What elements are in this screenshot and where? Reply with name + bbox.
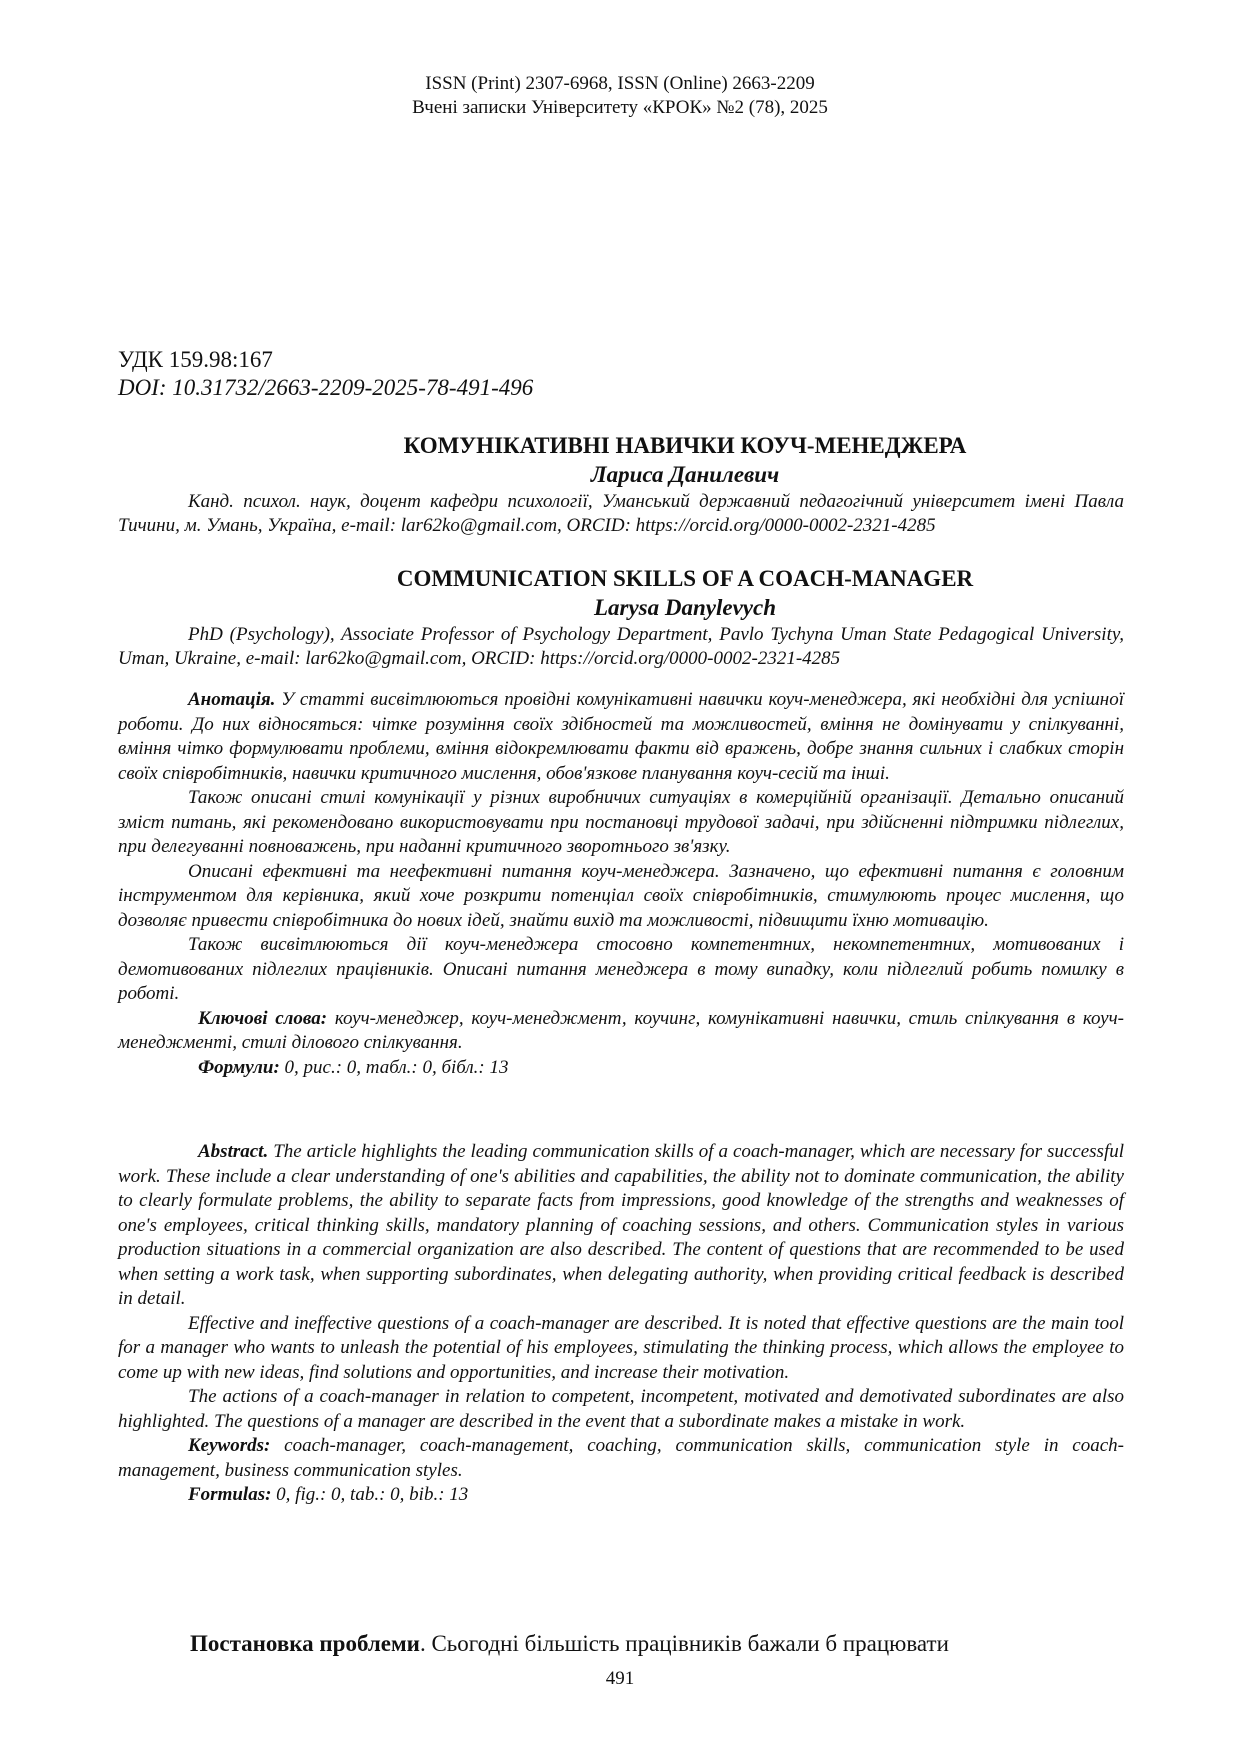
formulas-label-uk: Формули:: [198, 1056, 280, 1078]
abstract-p3: The actions of a coach-manager in relation to competent, incompetent, motivated and demotivated subordinates are also highlighted. The questions of a manager are described in the event that a subordinate makes a mistake in work.: [118, 1386, 1124, 1432]
anotation-p1: Анотація. У статті висвітлюються провідні комунікативні навички коуч-менеджера, які необхідні для успішної роботи. До них відносяться: чітке розуміння своїх здібностей та можливостей, вміння не домінувати у спілкуванні, вміння чітко формулювати проблеми, вміння відокремлювати факти від вражень, добре знання сильних і слабких сторін своїх співробітників, навички критичного мислення, обов'язкове планування коуч-сесій та інші.: [118, 689, 1124, 784]
title-ukrainian: КОМУНІКАТИВНІ НАВИЧКИ КОУЧ-МЕНЕДЖЕРА: [403, 433, 967, 458]
keywords-ukrainian: Ключові слова: коуч-менеджер, коуч-менеджмент, коучинг, комунікативні навички, стиль спілкування в коуч-менеджменті, стилі ділового спілкування.: [118, 1007, 1124, 1053]
problem-label: Постановка проблеми: [190, 1631, 420, 1656]
journal-issue-line: Вчені записки Університету «КРОК» №2 (78), 2025: [412, 97, 828, 118]
abstract-block: [118, 1140, 1124, 1508]
anotation-p2: Також описані стилі комунікації у різних виробничих ситуаціях в комерційній організації. Детально описаний зміст питань, які рекомендовано використовувати при постановці трудової задачі, при здійсненні підтримки підлеглих, при делегуванні повноважень, при наданні критичного зворотнього зв'язку.: [118, 787, 1124, 857]
anotation-block: [118, 688, 1124, 1080]
author-english: Larysa Danylevych: [593, 595, 777, 620]
formulas-label-en: Formulas:: [188, 1484, 272, 1505]
anotation-p3: Описані ефективні та неефективні питання коуч-менеджера. Зазначено, що ефективні питання є головним інструментом для керівника, який хоче розкрити потенціал своїх співробітників, стимулюють процес мислення, що дозволяє привести співробітника до нових ідей, знайти вихід та можливості, підвищити їхню мотивацію.: [118, 860, 1124, 931]
abstract-p2: Effective and ineffective questions of a coach-manager are described. It is noted that effective questions are the main tool for a manager who wants to unleash the potential of his employees, stimulating the thinking process, which allows the employee to come up with new ideas, find solutions and opportunities, and increase their motivation.: [118, 1312, 1124, 1383]
affiliation-english: PhD (Psychology), Associate Professor of Psychology Department, Pavlo Tychyna Uman State Pedagogical University, Uman, Ukraine, e-mail: lar62ko@gmail.com, ORCID: https://orcid.org/0000-0002-2321-4285: [118, 624, 1124, 669]
formulas-english: Formulas: 0, fig.: 0, tab.: 0, bib.: 13: [188, 1484, 469, 1505]
formulas-ukrainian: Формули: 0, рис.: 0, табл.: 0, бібл.: 13: [198, 1056, 509, 1078]
title-english: COMMUNICATION SKILLS OF A COACH-MANAGER: [396, 566, 974, 591]
abstract-p1: Abstract. The article highlights the leading communication skills of a coach-manager, which are necessary for successful work. These include a clear understanding of one's abilities and capabilities, the ability not to dominate communication, the ability to clearly formulate problems, the ability to separate facts from impressions, good knowledge of the strengths and weaknesses of one's employees, critical thinking skills, mandatory planning of coaching sessions, and others. Communication styles in various production situations in a commercial organization are also described. The content of questions that are recommended to be used when setting a work task, when supporting subordinates, when delegating authority, when providing critical feedback is described in detail.: [118, 1141, 1124, 1309]
author-ukrainian: Лариса Данилевич: [590, 462, 780, 487]
keywords-label-uk: Ключові слова:: [198, 1007, 328, 1029]
journal-header: [0, 72, 1240, 120]
doi-link[interactable]: DOI: 10.31732/2663-2209-2025-78-491-496: [118, 375, 534, 400]
keywords-label-en: Keywords:: [188, 1435, 271, 1456]
udk-code: УДК 159.98:167: [118, 347, 273, 372]
anotation-label: Анотація.: [188, 689, 276, 710]
keywords-english: Keywords: coach-manager, coach-management, coaching, communication skills, communication style in coach-management, business communication styles.: [118, 1435, 1124, 1481]
issn-line: ISSN (Print) 2307-6968, ISSN (Online) 2663-2209: [425, 73, 815, 94]
affiliation-ukrainian: Канд. психол. наук, доцент кафедри психології, Уманський державний педагогічний університет імені Павла Тичини, м. Умань, Україна, e-mail: lar62ko@gmail.com, ORCID: https://orcid.org/0000-0002-2321-4285: [118, 491, 1124, 536]
problem-statement: Постановка проблеми. Сьогодні більшість працівників бажали б працювати: [190, 1631, 949, 1656]
anotation-p4: Також висвітлюються дії коуч-менеджера стосовно компетентних, некомпетентних, мотивованих і демотивованих підлеглих працівників. Описані питання менеджера в тому випадку, коли підлеглий робить помилку в роботі.: [118, 934, 1124, 1004]
page-number: 491: [605, 1668, 635, 1689]
abstract-label: Abstract.: [198, 1141, 269, 1162]
